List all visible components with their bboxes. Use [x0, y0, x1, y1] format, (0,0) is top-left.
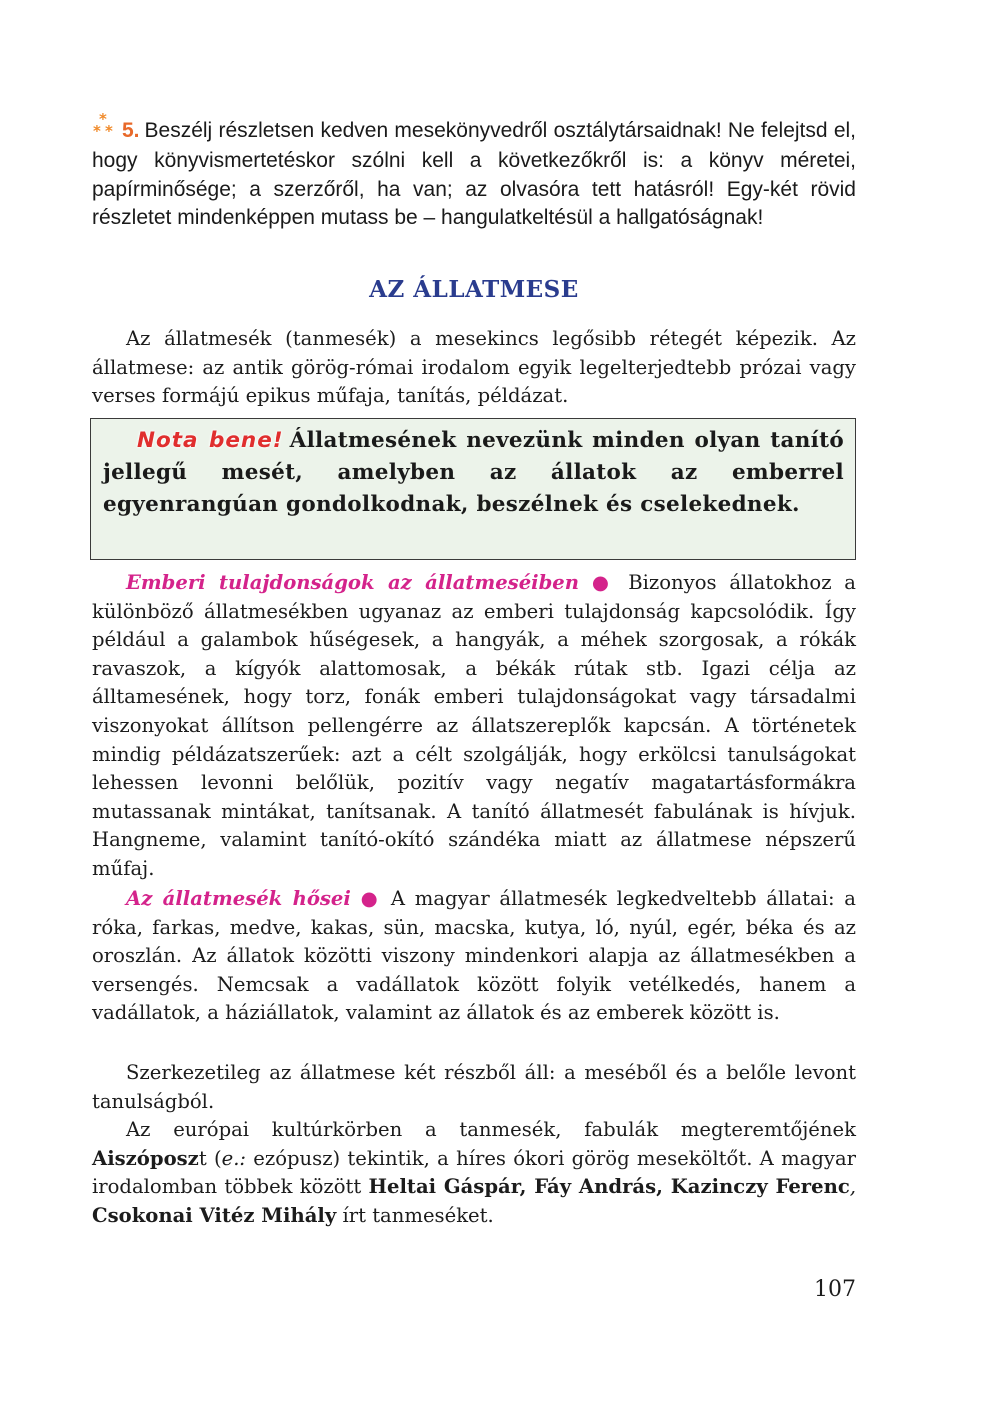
european-text-1b: t (: [198, 1146, 222, 1170]
heroes-text: A magyar állatmesék legkedveltebb állatai: a róka, farkas, medve, kakas, sün, macska, kutya, ló, nyúl, egér, béka és az oroszlán. Az állatok közötti viszony mindenkori alapja az állatmesékben a versengés. Nemcsak a vadállatok között folyik vetélkedés, hanem a vadállatok, a háziállatok, valamint az állatok és az emberek között is.: [92, 887, 856, 1025]
task-text: Beszélj részletsen kedven mesekönyvedről osztálytársaidnak! Ne felejtsd el, hogy könyvismertetéskor szólni kell a következőkről is: a könyv méretei, papírminősége; a szerzőről, ha van; az olvasóra tett hatásról! Egy-két rövid részletet mindenképpen mutass be – hangulatkeltésül a hallgatóságnak!: [92, 119, 856, 230]
author-aisopos: Aiszóposz: [92, 1146, 199, 1170]
asterisks-icon: [92, 113, 122, 147]
section-title: AZ ÁLLATMESE: [369, 276, 579, 303]
svg-text:*: *: [93, 122, 101, 139]
traits-paragraph: [92, 569, 856, 884]
nota-bene-label: Nota bene!: [137, 428, 284, 453]
traits-text: Bizonyos állatokhoz a különböző állatmesékben ugyanaz az emberi tulajdonság kapcsolódik. Így például a galambok hűségesek, a hangyák, a méhek szorgosak, a rókák ravaszok, a kígyók alattomosak, a békák rútak stb. Igazi célja az álltamesének, hogy torz, fonák emberi tulajdonságokat vagy társadalmi viszonyokat állítson pellengérre az állatszereplők kapcsán. A történetek mindig példázatszerűek: azt a célt szolgálják, hogy erkölcsi tanulságokat lehessen levonni belőlük, pozitív vagy negatív magatartásformákra mutassanak mintákat, tanítsanak. A tanító állatmesét fabulának is hívjuk. Hangneme, valamint tanító-okító szándéka miatt az állatmese népszerű műfaj.: [92, 571, 856, 880]
svg-text:*: *: [99, 113, 107, 128]
task-number: 5.: [122, 119, 140, 142]
bullet-icon: ●: [360, 887, 382, 910]
traits-heading: Emberi tulajdonságok az állatmeséiben: [126, 571, 580, 594]
structure-paragraph: Szerkezetileg az állatmese két részből áll: a meséből és a belőle levont tanulságból.: [92, 1061, 856, 1113]
european-text-1: Az európai kultúrkörben a tanmesék, fabulák megteremtőjének: [126, 1118, 856, 1141]
authors-hungarian: Heltai Gáspár, Fáy András, Kazinczy Ferenc: [368, 1175, 850, 1199]
comma: ,: [849, 1175, 856, 1199]
european-text-3: írt tanmeséket.: [342, 1203, 494, 1227]
task-paragraph: [92, 113, 856, 233]
intro-paragraph: Az állatmesék (tanmesék) a mesekincs legősibb rétegét képezik. Az állatmese: az antik görög-római irodalom egyik legelterjedtebb prózai vagy verses formájú epikus műfaja, tanítás, példázat.: [92, 327, 856, 408]
european-text-2: ezópusz) tekintik, a híres ókori görög meseköltőt. A magyar irodalomban többek között: [92, 1146, 856, 1199]
european-paragraph: [92, 1116, 856, 1230]
page-number: 107: [814, 1277, 856, 1302]
nota-bene-box: [90, 418, 856, 560]
abbreviation: e.:: [221, 1146, 247, 1170]
heroes-paragraph: [92, 885, 856, 1028]
bullet-icon: ●: [591, 571, 616, 594]
author-csokonai: Csokonai Vitéz Mihály: [92, 1203, 337, 1227]
svg-text:*: *: [105, 122, 113, 139]
nota-bene-text: Állatmesének nevezünk minden olyan tanító jellegű mesét, amelyben az állatok az emberrel egyenrangúan gondolkodnak, beszélnek és cselekednek.: [103, 428, 844, 517]
heroes-heading: Az állatmesék hősei: [126, 887, 351, 910]
